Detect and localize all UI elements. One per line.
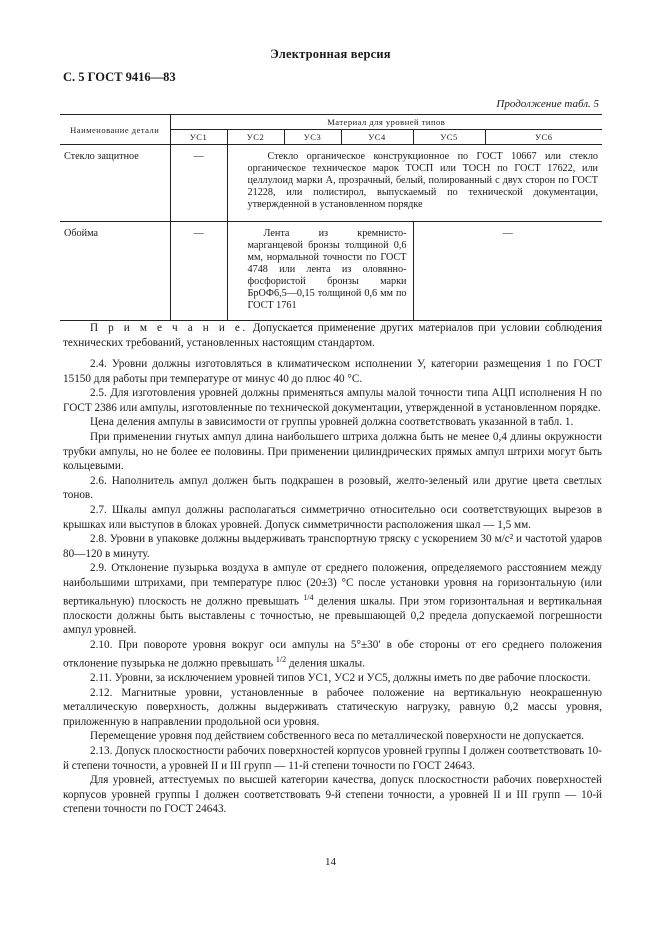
header-type-us5: УС5	[413, 130, 485, 145]
paragraph-2-13: 2.13. Допуск плоскостности рабочих поверхностей корпусов уровней группы I должен соответствовать 10-й степени точности, а уровней II и III групп — 11-й степени точности по ГОСТ 24643.	[63, 744, 602, 772]
fraction-quarter: 1/4	[303, 592, 314, 602]
paragraph-2-12: 2.12. Магнитные уровни, установленные в рабочее положение на вертикальную неокрашенную металлическую поверхность, должны выдерживать статическую нагрузку, равную 0,2 массы уровня, приложенную в направлении продольной оси уровня.	[63, 686, 602, 728]
paragraph-2-5-curved: При применении гнутых ампул длина наибольшего штриха должна быть не менее 0,4 длины окружности трубки ампулы, но не более ее половины. При применении цилиндрических прямых ампул штрихи могут быть кольцевыми.	[63, 430, 602, 473]
header-type-us3: УС3	[284, 130, 341, 145]
standard-page-label: С. 5 ГОСТ 9416—83	[63, 70, 176, 84]
note-label: П р и м е ч а н и е.	[90, 322, 248, 334]
paragraph-2-11: 2.11. Уровни, за исключением уровней типов УС1, УС2 и УС5, должны иметь по две рабочие плоскости.	[90, 671, 591, 684]
table-note	[63, 321, 602, 350]
paragraph-2-7: 2.7. Шкалы ампул должны располагаться симметрично относительно оси соответствующих вырезов в крышках или выступов в блоках уровней. Допуск симметричности расположения шкал — 1,5 мм.	[63, 503, 602, 531]
table-continuation-label: Продолжение табл. 5	[496, 98, 599, 110]
document-header: Электронная версия	[270, 47, 391, 61]
note-text: Допускается применение других материалов при условии соблюдения технических требований, установленных настоящим стандартом.	[63, 322, 602, 349]
table-row	[60, 222, 602, 321]
paragraph-2-6: 2.6. Наполнитель ампул должен быть подкрашен в розовый, желто-зеленый или другие цвета светлых тонов.	[63, 474, 602, 502]
header-type-us1: УС1	[170, 130, 227, 145]
fraction-half: 1/2	[275, 654, 287, 664]
header-type-us4: УС4	[341, 130, 413, 145]
header-part-name: Наименование детали	[60, 115, 170, 145]
paragraph-2-5: 2.5. Для изготовления уровней должны применяться ампулы малой точности типа АЦП исполнения Н по ГОСТ 2386 или ампулы, изготовленные по технической документации, утвержденной в установленном порядке.	[63, 387, 602, 414]
row-holder-material: Лента из кремнисто-марганцевой бронзы толщиной 0,6 мм, нормальной точности по ГОСТ 4748 или лента из оловянно-фосфористой бронзы марки БрОФ6,5—0,15 толщиной 0,6 мм по ГОСТ 1761	[227, 222, 413, 321]
row-name-glass: Стекло защитное	[64, 151, 139, 163]
row-glass-us1: —	[170, 145, 227, 222]
row-holder-us1: —	[170, 222, 227, 321]
page-number: 14	[325, 856, 336, 868]
paragraph-2-9: 2.9. Отклонение пузырька воздуха в ампуле от среднего положения, определяемого расстоянием между наибольшими штрихами, при температуре плюс (20±3) °С после установки уровня на горизонтальную (или вертикальную) плоскость не должно превышать $^{1/4}$ деления шкалы. При этом горизонтальная и вертикальная плоскости должны быть выставлены с точностью, не превышающей 0,2 предела допускаемой погрешности ампул уровней.	[63, 562, 603, 637]
paragraph-2-13-highest: Для уровней, аттестуемых по высшей категории качества, допуск плоскостности рабочих поверхностей корпусов уровней группы I должен соответствовать 9-й степени точности, а уровней II и III групп — 10-й степени точности по ГОСТ 24643.	[63, 774, 602, 816]
body-text	[63, 357, 602, 817]
paragraph-2-10: 2.10. При повороте уровня вокруг оси ампулы на 5°±30′ в обе стороны от его среднего положения отклонение пузырька не должно превышать $^{1/2}$ деления шкалы.	[63, 639, 602, 670]
materials-table	[60, 114, 602, 321]
paragraph-2-5-scale: Цена деления ампулы в зависимости от группы уровней должна соответствовать указанной в табл. 1.	[90, 416, 574, 429]
paragraph-2-12-movement: Перемещение уровня под действием собственного веса по металлической поверхности не допускается.	[90, 730, 585, 743]
row-name-holder: Обойма	[60, 222, 170, 321]
header-material-group: Материал для уровней типов	[170, 115, 602, 130]
row-holder-us56: —	[413, 222, 602, 321]
row-glass-material: Стекло органическое конструкционное по ГОСТ 10667 или стекло органическое техническое марок ТОСП или ТОСН по ГОСТ 17622, или целлулоид марки А, прозрачный, белый, полированный с двух сторон по ГОСТ 21228, или полистирол, выпускаемый по технической документации, утвержденной в установленном порядке	[227, 145, 602, 222]
paragraph-2-4: 2.4. Уровни должны изготовляться в климатическом исполнении У, категории размещения 1 по ГОСТ 15150 для работы при температуре от минус 40 до плюс 40 °С.	[63, 358, 602, 385]
header-type-us2: УС2	[227, 130, 284, 145]
header-type-us6: УС6	[485, 130, 602, 145]
paragraph-2-8: 2.8. Уровни в упаковке должны выдерживать транспортную тряску с ускорением 30 м/с² и частотой ударов 80—120 в минуту.	[63, 533, 602, 560]
table-row	[60, 145, 602, 222]
